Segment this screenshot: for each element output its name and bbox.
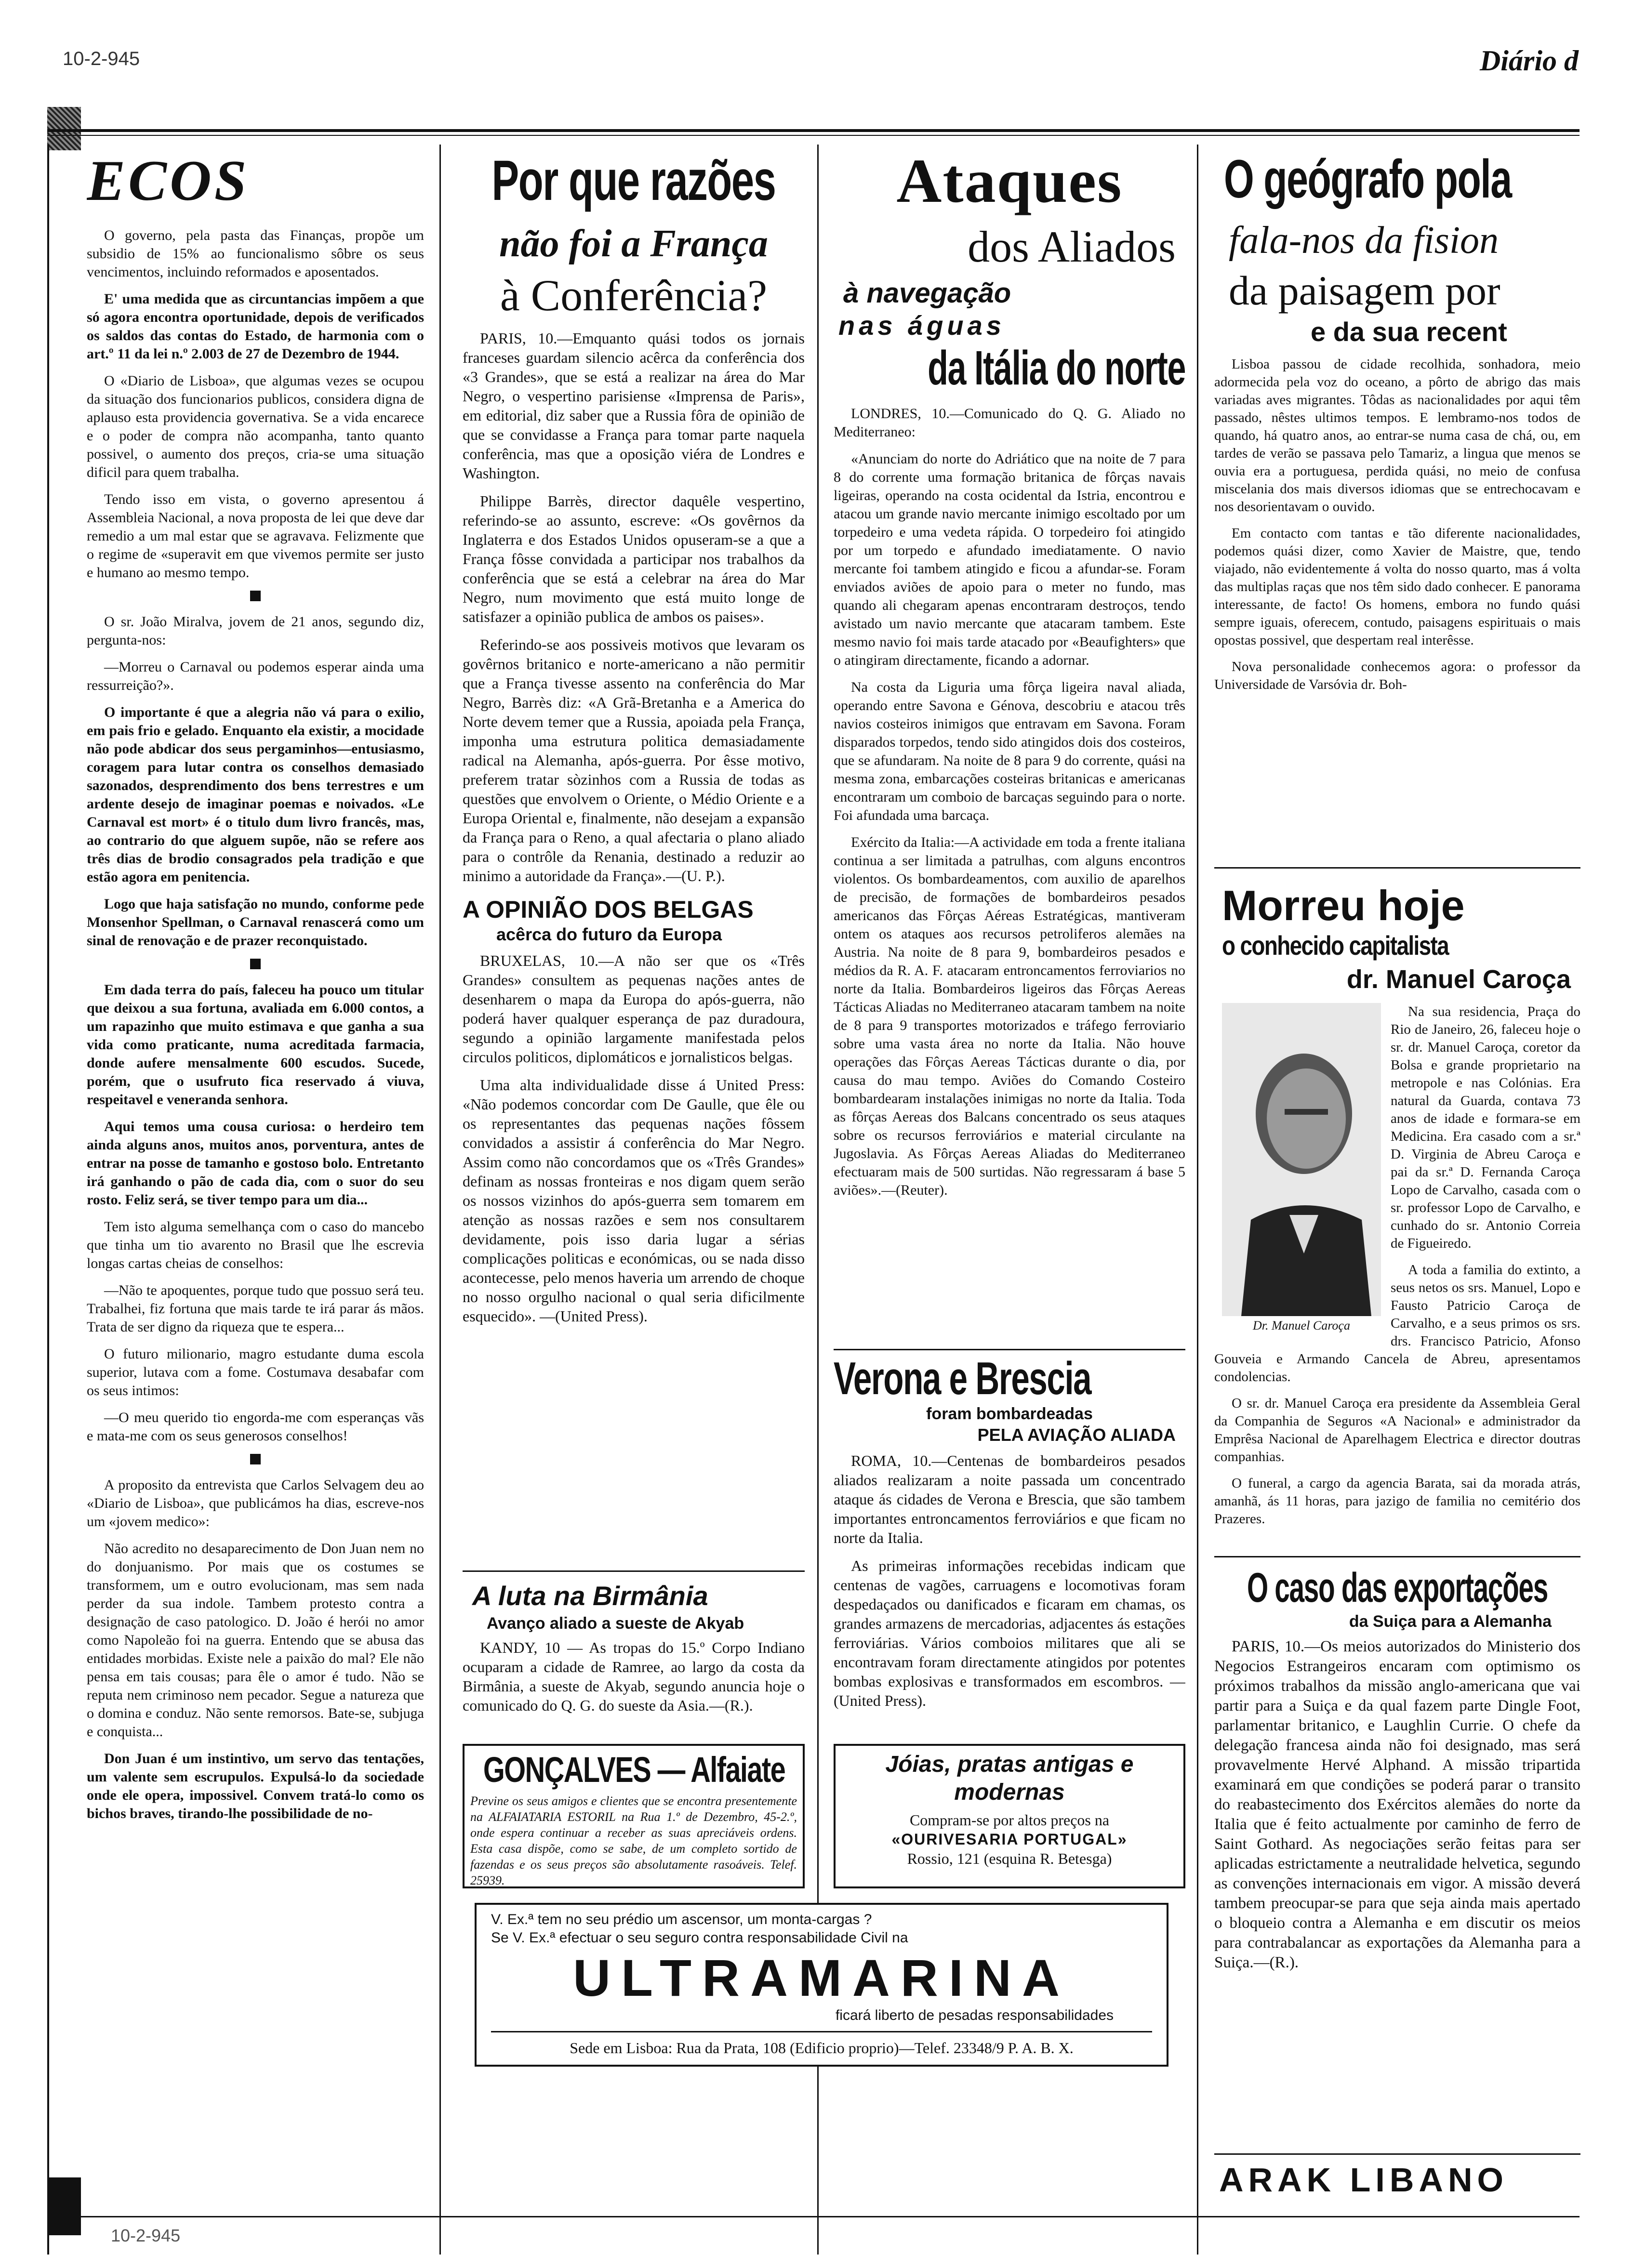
franca-paragraph: Philippe Barrès, director daquêle vespertino, referindo-se ao assunto, escreve: «Os govêrnos da Inglaterra e dos Estados Unidos opuseram-se a que a França fôsse convidada a participar nos trabalhos da conferência que se está a celebrar na área do Mar Negro, num movimento que está muito longe de satisfazer a opinião publica de ambos os paises». bbox=[463, 492, 805, 625]
ataques-column bbox=[834, 145, 1185, 1339]
exportacoes-headline: O caso das exportações bbox=[1247, 1565, 1548, 1611]
geografo-paragraph: Lisboa passou de cidade recolhida, sonhadora, meio adormecida pela voz do oceano, a pôrto de abrigo das mais variadas aves migrantes. Tôdas as nacionalidades por aqui têm passado, nêstes ultimos tempos. E lembramo-nos todos de quando, há quatro anos, ao entrar-se numa casa de chá, ou, em tardes de verão se passava pelo Tamariz, a lingua que menos se ouvia era a portuguesa, perdida quási, no meio de confusa miscelania dos mais diversos idiomas que se entrechocavam e nos desorientavam o ouvido. bbox=[1214, 356, 1580, 514]
caroca-photo bbox=[1222, 1003, 1381, 1340]
ecos-paragraph: Não acredito no desaparecimento de Don Juan nem no do donjuanismo. Por mais que os costumes se transformem, um e outro evolucionam, mas sem nada perder da sua indole. Tambem protesto contra a designação de caso patologico. D. João é herói no amor como Napoleão foi na guerra. Entendo que se abusa das entidades morbidas. Existe nele a paixão do mal? Ele não pensa em tais cousas; para êle o amor é tudo. Não se reputa nem criminoso nem pecador. Segue a natureza que o domina e conduz. Não sente remorsos. Bate-se, subjuga e conquista... bbox=[87, 1541, 424, 1740]
franca-headline-3: à Conferência? bbox=[500, 271, 768, 320]
verona-paragraph: ROMA, 10.—Centenas de bombardeiros pesados aliados realizaram a noite passada um concentrado ataque ás cidades de Verona e Brescia, que são tambem importantes entroncamentos ferroviários e que ficam no norte da Italia. bbox=[834, 1452, 1185, 1546]
ultramarina-brand: ULTRAMARINA bbox=[573, 1949, 1070, 2007]
verona-rule bbox=[834, 1349, 1185, 1350]
ultramarina-ad bbox=[475, 1903, 1168, 2067]
caroca-paragraph: A toda a familia do extinto, a seus netos os srs. Manuel, Lopo e Fausto Patricio Caroça de Carvalho, e a seus primos os srs. drs. Francisco Patricio, Afonso Gouveia e Armando Cancela de Abreu, apresentamos condolencias. bbox=[1214, 1262, 1580, 1385]
geografo-paragraph: Em contacto com tantas e tão diferente nacionalidades, podemos quási dizer, como Xavier de Maistre, que, tendo viajado, não evidentemente á volta do nosso quarto, mas á volta das multiplas raças que nos têm sido dado conhecer. E panorama interessante, de facto! Os homens, embora no fundo quási sempre iguais, oferecem, contudo, paisagens espirituais o mais opostas possivel, que despertam real interêsse. bbox=[1214, 526, 1580, 648]
ataques-headline-5: da Itália do norte bbox=[928, 341, 1185, 395]
joias-line1: Compram-se por altos preços na bbox=[909, 1811, 1110, 1829]
ecos-paragraph: Tendo isso em vista, o governo apresentou á Assembleia Nacional, a nova proposta de lei que deve dar remedio a um mal estar que se agravava. Felizmente que o regime de «superavit em que vivemos permite ser justo e humano ao mesmo tempo. bbox=[87, 491, 424, 580]
arak-rule bbox=[1214, 2153, 1580, 2155]
ecos-paragraph: —Não te apoquentes, porque tudo que possuo será teu. Trabalhei, fiz fortuna que mais tarde te irá parar ás mãos. Trata de ser digno da riqueza que te espera... bbox=[87, 1282, 424, 1335]
caroca-block bbox=[1214, 872, 1580, 1546]
ataques-headline-3: à navegação bbox=[843, 277, 1011, 309]
bottom-rule bbox=[47, 2216, 1580, 2217]
ecos-title: ECOS bbox=[87, 148, 250, 212]
ecos-paragraph: Tem isto alguma semelhança com o caso do mancebo que tinha um tio avarento no Brasil que lhe escrevia longas cartas cheias de conselhos: bbox=[87, 1219, 424, 1271]
ecos-paragraph: E' uma medida que as circuntancias impõem a que só agora encontra oportunidade, depois de verificados os saldos das contas do Estado, de harmonia com o art.º 11 da lei n.º 2.003 de 27 de Dezembro de 1944. bbox=[87, 291, 424, 362]
franca-column bbox=[463, 145, 805, 1614]
exportacoes-subhead: da Suiça para a Alemanha bbox=[1349, 1612, 1552, 1631]
caroca-paragraph: O funeral, a cargo da agencia Barata, sai da morada atrás, amanhã, ás 11 horas, para jazigo de familia no cemitério dos Prazeres. bbox=[1214, 1476, 1580, 1527]
goncalves-title: GONÇALVES — Alfaiate bbox=[483, 1750, 785, 1790]
franca-paragraph: Referindo-se aos possiveis motivos que levaram os govêrnos britanico e norte-americano a não permitir que a França tivesse assento na conferência do Mar Negro, Barrès diz: «A Grã-Bretanha e a America do Norte devem temer que a Russia, apoiada pela França, imponha uma estrutura politica demasiadamente radical na Alemanha, após-guerra. Por êsse motivo, preferem tratar sòzinhos com a Russia de todas as questões que envolvem o Oriente, o Médio Oriente e a Europa Oriental e, finalmente, não desejam a expansão da França para o Reno, a qual afectaria o plano aliado para o contrôle da Renania, destinado a reduzir ao minimo a autoridade da França».—(U. P.). bbox=[463, 636, 805, 884]
caroca-paragraph: Na sua residencia, Praça do Rio de Janeiro, 26, faleceu hoje o sr. dr. Manuel Caroça, coretor da Bolsa e grande proprietario na metropole e nas Colónias. Era natural da Guarda, contava 73 anos de idade e formara-se em Medicina. Era casado com a sr.ª D. Virginia de Abreu Caroça e pai da sr.ª D. Fernanda Caroça Lopo de Carvalho, casada com o sr. professor Lopo de Carvalho, e cunhado do sr. Antonio Correia de Figueiredo. bbox=[1391, 1004, 1580, 1251]
section-divider bbox=[250, 1454, 261, 1464]
section-divider bbox=[250, 959, 261, 969]
ataques-headline-1: Ataques bbox=[896, 146, 1123, 216]
joias-ad bbox=[834, 1744, 1185, 1888]
belgas-subhead: acêrca do futuro da Europa bbox=[496, 924, 722, 944]
ecos-paragraph: Em dada terra do país, faleceu ha pouco um titular que deixou a sua fortuna, avaliada em 6.000 contos, a um rapazinho que muito estimava e que ganha a sua vida como praticante, numa acreditada farmacia, donde aufere mensalmente 600 escudos. Sucede, porém, que o usufruto fica reservado á viuva, respeitavel e veneranda senhora. bbox=[87, 982, 424, 1108]
verona-paragraph: As primeiras informações recebidas indicam que centenas de vagões, carruagens e locomotivas foram despedaçados ou danificados e ficaram em chamas, os grandes armazens de mercadorias, adjacentes ás estações ferroviárias. Vários comboios militares que ali se encontravam foram directamente atingidos por potentes bombas explosivas e transformados em escombros. —(United Press). bbox=[834, 1557, 1185, 1709]
caroca-paragraph: O sr. dr. Manuel Caroça era presidente da Assembleia Geral da Companhia de Seguros «A Nacional» e administrador da Emprêsa Nacional de Aparelhagem Electrica e director doutras companhias. bbox=[1214, 1396, 1580, 1464]
geografo-column bbox=[1214, 145, 1580, 867]
top-rule bbox=[47, 129, 1580, 132]
belgas-paragraph: BRUXELAS, 10.—A não ser que os «Três Grandes» consultem as pequenas nações antes de desenharem o mapa da Europa do após-guerra, não poderá haver qualquer esperança de paz duradoura, segundo a opinião largamente manifestada pelos circulos politicos, diplomáticos e jornalisticos belgas. bbox=[463, 952, 805, 1066]
ultramarina-footer: Sede em Lisboa: Rua da Prata, 108 (Edificio proprio)—Telef. 23348/9 P. A. B. X. bbox=[491, 2031, 1152, 2057]
verona-subhead-1: foram bombardeadas bbox=[926, 1405, 1093, 1423]
caroca-rule bbox=[1214, 867, 1580, 869]
ecos-column bbox=[87, 145, 424, 2255]
ultramarina-line3: ficará liberto de pesadas responsabilidades bbox=[835, 2007, 1114, 2023]
joias-shop: «OURIVESARIA PORTUGAL» bbox=[891, 1831, 1128, 1848]
column-rule-1 bbox=[439, 145, 441, 2255]
geografo-paragraph: Nova personalidade conhecemos agora: o professor da Universidade de Varsóvia dr. Boh- bbox=[1214, 659, 1580, 692]
goncalves-text: Previne os seus amigos e clientes que se encontra presentemente na ALFAIATARIA ESTORIL na Rua 1.º de Dezembro, 45-2.º, onde espera continuar a receber as suas apreciáveis ordens. Esta casa dispõe, como se sabe, de um completo sortido de fazendas e os seus preços são absolutamente rasoáveis. Telef. 25939. bbox=[470, 1794, 797, 1887]
verona-headline: Verona e Brescia bbox=[834, 1354, 1091, 1404]
ultramarina-line2: Se V. Ex.ª efectuar o seu seguro contra responsabilidade Civil na bbox=[491, 1930, 908, 1946]
ecos-paragraph: O «Diario de Lisboa», que algumas vezes se ocupou da situação dos funcionarios publicos, considera digna de aplauso esta providencia governativa. Se a vida encarece e o poder de compra não acompanha, tanto quanto possivel, o aumento dos preços, cria-se uma situação dificil para quem trabalha. bbox=[87, 373, 424, 480]
ataques-headline-2: dos Aliados bbox=[968, 222, 1176, 271]
ecos-paragraph: O governo, pela pasta das Finanças, propõe um subsidio de 15% ao funcionalismo sôbre os seus vencimentos, incluindo reformados e aposentados. bbox=[87, 227, 424, 280]
birmania-paragraph: KANDY, 10 — As tropas do 15.º Corpo Indiano ocuparam a cidade de Ramree, ao largo da costa da Birmânia, a sueste de Akyab, segundo anuncia hoje o comunicado do Q. G. do sueste da Asia.—(R.). bbox=[463, 1639, 805, 1714]
arak-ad: ARAK LIBANO bbox=[1219, 2161, 1508, 2199]
corner-mark bbox=[47, 107, 81, 150]
top-rule-thin bbox=[47, 135, 1580, 136]
geografo-headline-1: O geógrafo pola bbox=[1224, 149, 1512, 209]
verona-subhead-2: PELA AVIAÇÃO ALIADA bbox=[977, 1425, 1176, 1445]
header-date: 10-2-945 bbox=[63, 48, 140, 69]
caroca-headline-1: Morreu hoje bbox=[1222, 882, 1465, 929]
ataques-headline-4: nas águas bbox=[838, 310, 1005, 341]
birmania-block bbox=[463, 1575, 805, 1734]
caroca-headline-2: o conhecido capitalista bbox=[1222, 930, 1449, 961]
ultramarina-line1: V. Ex.ª tem no seu prédio um ascensor, um monta-cargas ? bbox=[491, 1912, 872, 1927]
ecos-paragraph: Aqui temos uma cousa curiosa: o herdeiro tem ainda alguns anos, muitos anos, porventura, antes de entrar na posse de tamanho e gostoso bolo. Entretanto irá ganhando o pão de cada dia, com o suor do seu rosto. Feliz será, se tiver tempo para um dia... bbox=[87, 1119, 424, 1208]
ecos-paragraph: A proposito da entrevista que Carlos Selvagem deu ao «Diario de Lisboa», que publicámos ha dias, escreve-nos um «jovem medico»: bbox=[87, 1477, 424, 1530]
ecos-paragraph: —Morreu o Carnaval ou podemos esperar ainda uma ressurreição?». bbox=[87, 659, 424, 693]
birmania-headline: A luta na Birmânia bbox=[472, 1581, 708, 1611]
caroca-headline-3: dr. Manuel Caroça bbox=[1346, 965, 1571, 994]
ecos-paragraph: —O meu querido tio engorda-me com esperanças vãs e mata-me com os seus generosos conselhos! bbox=[87, 1410, 424, 1444]
ataques-paragraph: «Anunciam do norte do Adriático que na noite de 7 para 8 do corrente uma formação britanica de fôrças navais ligeiras, operando na costa ocidental da Istria, encontrou e atacou um grande navio mercante inimigo escoltado por um torpedeiro e uma vedeta rápida. O torpedeiro foi atingido por um torpedo e afundado imediatamente. O navio mercante foi tambem atingido e ficou a afundar-se. Foram enviados aviões de apoio para o meter no fundo, mas quando ali chegaram apenas encontraram destroços, tendo avistado um navio mercante que atacaram tambem. Este mesmo navio foi mais tarde atacado por «Beaufighters» que o atingiram directamente, ficando a adornar. bbox=[834, 451, 1185, 668]
caroca-photo-caption: Dr. Manuel Caroça bbox=[1253, 1319, 1350, 1332]
geografo-headline-3: da paisagem por bbox=[1229, 267, 1500, 314]
joias-title: Jóias, pratas antigas e modernas bbox=[885, 1752, 1134, 1805]
ataques-paragraph: Na costa da Liguria uma fôrça ligeira naval aliada, operando entre Savona e Génova, descobriu e atacou três navios costeiros inimigos que entravam em Savona. Foram disparados torpedos, tendo sido atingidos dois dos costeiros, que se afundaram. Na noite de 8 para 9 do corrente, quási na mesma zona, embarcações costeiras britanicas e americanas encontraram um comboio de barcaças seguindo para o norte. Foi afundada uma barcaça. bbox=[834, 679, 1185, 823]
exportacoes-rule bbox=[1214, 1556, 1580, 1557]
exportacoes-paragraph: PARIS, 10.—Os meios autorizados do Ministerio dos Negocios Estrangeiros encaram com optimismo os próximos trabalhos da missão anglo-americana que vai partir para a Suiça e da qual fazem parte Dingle Foot, parlamentar britanico, e Laughlin Currie. O chefe da delegação francesa ainda não foi designado, mas será provavelmente Hervé Alphand. A missão tripartida examinará em que condições se poderá parar o transito do reabastecimento dos Exércitos alemães do norte da Italia que é feito actualmente por caminho de ferro de Saint Gothard. As negociações serão feitas para ser aplicadas estrictamente a neutralidade helvetica, segundo as convenções internacionais em vigor. A missão deverá tambem preocupar-se para que seja ainda mais apertado o bloqueio contra a Alemanha e em discutir os meios para contrabalancar as exportações da Alemanha para a Suiça.—(R.). bbox=[1214, 1638, 1580, 1971]
bottom-corner-mark bbox=[47, 2177, 81, 2235]
left-margin-rule bbox=[47, 145, 49, 2255]
belgas-headline: A OPINIÃO DOS BELGAS bbox=[463, 896, 754, 923]
joias-address: Rossio, 121 (esquina R. Betesga) bbox=[907, 1850, 1112, 1867]
ecos-paragraph: O futuro milionario, magro estudante duma escola superior, lutava com a fome. Costumava desabafar com os seus intimos: bbox=[87, 1346, 424, 1398]
exportacoes-block bbox=[1214, 1561, 1580, 2158]
masthead-name: Diário d bbox=[1479, 45, 1579, 77]
ataques-paragraph: Exército da Italia:—A actividade em toda a frente italiana continua a ser limitada a patrulhas, com alguns encontros violentos. Os bombardeamentos, com auxilio de aparelhos de precisão, de formações de bombardeiros pesados americanos das Fôrças Aéreas Estratégicas, mantiveram ontem os ataques aos recursos petroliferos alemães na Austria. Na noite de 8 para 9, bombardeiros pesados e médios da R. A. F. atacaram entroncamentos ferroviarios no norte da Italia. Bombardeiros ligeiros das Fôrças Aereas Tácticas Aliadas no Mediterraneo atacaram tambem na noite de 8 para 9 transportes motorizados e tráfego ferroviario sobre uma vasta área no norte da Italia. Não houve operações das Fôrças Aereas Tácticas durante o dia, por causa do mau tempo. Aviões do Comando Costeiro bombardearam instalações inimigas no norte da Italia. Toda as fôrças Aereas dos Balcans concentrado os seus ataques sobre os recursos ferroviários e material circulante na Jugoslavia. As Fôrças Aereas Aliadas do Mediterraneo efectuaram mais de 500 surtidas. Não regressaram á base 5 aviões».—(Reuter). bbox=[834, 834, 1185, 1198]
ecos-paragraph: Logo que haja satisfação no mundo, conforme pede Monsenhor Spellman, o Carnaval renascerá como um sinal de renovação e de prazer reconquistado. bbox=[87, 896, 424, 949]
birmania-rule bbox=[463, 1570, 805, 1572]
section-divider bbox=[250, 591, 261, 601]
goncalves-ad bbox=[463, 1744, 805, 1888]
birmania-subhead: Avanço aliado a sueste de Akyab bbox=[487, 1614, 744, 1633]
footer-date: 10-2-945 bbox=[111, 2226, 181, 2245]
franca-paragraph: PARIS, 10.—Emquanto quási todos os jornais franceses guardam silencio acêrca da conferência dos «3 Grandes», que se está a realizar na área do Mar Negro, o vespertino parisiense «Imprensa de Paris», em editorial, diz saber que a Russia fôra de opinião de que se convidasse a França para tomar parte naquela conferência, mas que a oposição viéra de Londres e Washington. bbox=[463, 330, 805, 482]
franca-headline-1: Por que razões bbox=[491, 149, 776, 212]
belgas-paragraph: Uma alta individualidade disse á United Press: «Não podemos concordar com De Gaulle, que êle ou os representantes das pequenas nações fôssem convidados a assistir á conferência do Mar Negro. Assim como não concordamos que os «Três Grandes» definam as nossas fronteiras e nos digam quem serão os nossos vizinhos do após-guerra sem tomarem em atenção as nossas razões e sem nos consultarem devidamente, pois isso daria lugar a sérias complicações politicas e económicas, ou se nada disso acontecesse, pelo menos haveria um arrendo de choque no nosso orgulho nacional o qual seria dificilmente esquecido». —(United Press). bbox=[463, 1076, 805, 1325]
column-rule-3 bbox=[1197, 145, 1198, 2255]
verona-block bbox=[834, 1354, 1185, 1739]
ataques-paragraph: LONDRES, 10.—Comunicado do Q. G. Aliado no Mediterraneo: bbox=[834, 406, 1185, 440]
franca-headline-2: não foi a França bbox=[499, 223, 768, 265]
geografo-headline-4: e da sua recent bbox=[1311, 316, 1507, 347]
ecos-paragraph: O importante é que a alegria não vá para o exilio, em pais frio e gelado. Enquanto ela existir, a mocidade não pode abdicar dos seus pergaminhos—entusiasmo, coragem para lutar contra os conselhos demasiado sazonados, desprendimento dos bens terrestres e um ardente desejo de imaginar poemas e noivados. «Le Carnaval est mort» é o titulo dum livro francês, mas, ao contrario do que alguem supõe, não se refere aos três dias de brodio consagrados pela tradição e que estão agora em penitencia. bbox=[87, 704, 424, 885]
ecos-paragraph: O sr. João Miralva, jovem de 21 anos, segundo diz, pergunta-nos: bbox=[87, 614, 424, 648]
geografo-headline-2: fala-nos da fision bbox=[1229, 219, 1499, 262]
ecos-paragraph: Don Juan é um instintivo, um servo das tentações, um valente sem escrupulos. Expulsá-lo da sociedade onde ele opera, impossivel. Convem tratá-lo como os bichos braves, tirando-lhe possibilidade de no- bbox=[87, 1751, 424, 1821]
portrait-image bbox=[1222, 1003, 1381, 1316]
